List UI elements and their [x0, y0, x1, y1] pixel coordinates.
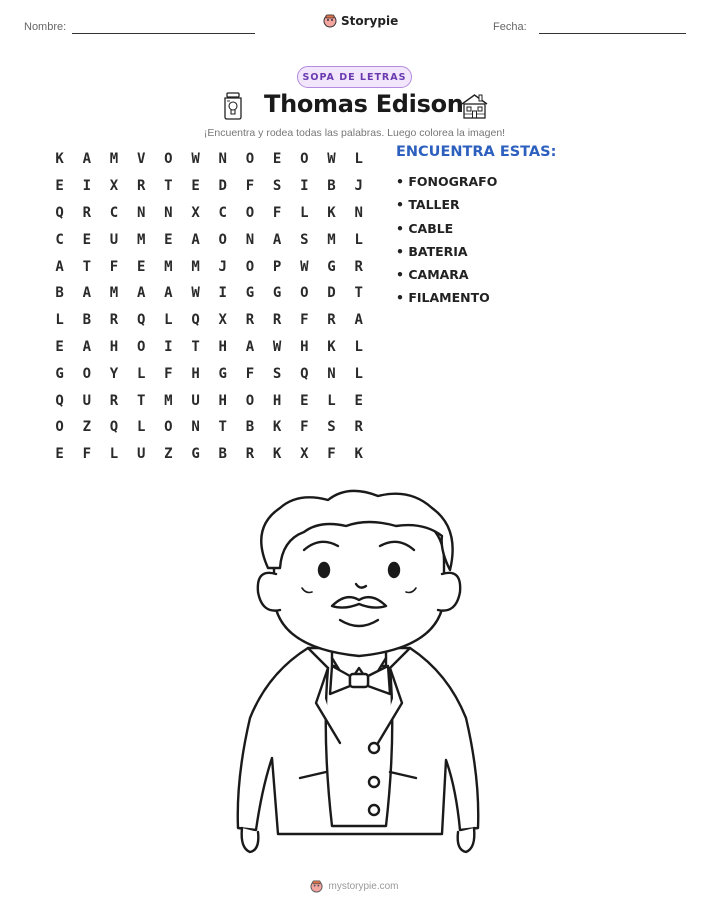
grid-cell[interactable]: A — [136, 285, 146, 302]
grid-cell[interactable]: X — [218, 312, 227, 329]
grid-cell[interactable]: M — [109, 151, 119, 168]
grid-cell[interactable]: M — [327, 231, 336, 248]
grid-cell[interactable]: G — [245, 285, 255, 302]
grid-cell[interactable]: O — [300, 285, 309, 302]
grid-cell[interactable]: E — [55, 178, 64, 195]
grid-cell[interactable]: H — [109, 338, 119, 355]
grid-cell[interactable]: C — [109, 204, 119, 221]
grid-cell[interactable]: O — [136, 338, 146, 355]
grid-cell[interactable]: E — [272, 151, 282, 168]
grid-cell[interactable]: G — [272, 285, 282, 302]
date-line[interactable] — [539, 33, 686, 34]
brand-logo — [323, 14, 398, 28]
grid-cell[interactable]: Q — [136, 312, 146, 329]
grid-cell[interactable]: W — [272, 338, 282, 355]
grid-cell[interactable]: K — [354, 446, 363, 463]
grid-cell[interactable]: P — [272, 258, 282, 275]
grid-cell[interactable]: F — [272, 204, 282, 221]
word-list-title: ENCUENTRA ESTAS: — [396, 144, 557, 160]
word-item: • FILAMENTO — [396, 290, 490, 306]
grid-cell[interactable]: B — [327, 178, 336, 195]
name-line[interactable] — [72, 33, 255, 34]
grid-cell[interactable]: O — [245, 204, 255, 221]
grid-cell[interactable]: L — [327, 392, 336, 409]
grid-cell[interactable]: L — [354, 231, 363, 248]
grid-cell[interactable]: G — [327, 258, 336, 275]
grid-cell[interactable]: H — [191, 365, 200, 382]
grid-cell[interactable]: A — [191, 231, 200, 248]
grid-cell[interactable]: M — [136, 231, 146, 248]
grid-cell[interactable]: A — [164, 285, 173, 302]
grid-cell[interactable]: N — [191, 419, 200, 436]
grid-cell[interactable]: S — [272, 178, 282, 195]
grid-cell[interactable]: R — [109, 392, 119, 409]
grid-cell[interactable]: Q — [55, 392, 64, 409]
grid-cell[interactable]: O — [55, 419, 64, 436]
grid-cell[interactable]: X — [109, 178, 119, 195]
grid-cell[interactable]: U — [82, 392, 91, 409]
grid-cell[interactable]: M — [164, 258, 173, 275]
grid-cell[interactable]: L — [354, 338, 363, 355]
grid-cell[interactable]: U — [191, 392, 200, 409]
grid-cell[interactable]: Z — [164, 446, 173, 463]
page-title: Thomas Edison — [264, 90, 464, 118]
grid-cell[interactable]: R — [82, 204, 91, 221]
grid-cell[interactable]: T — [354, 285, 363, 302]
grid-cell[interactable]: E — [55, 446, 64, 463]
grid-cell[interactable]: A — [82, 338, 91, 355]
grid-cell[interactable]: Z — [82, 419, 91, 436]
word-item: • CAMARA — [396, 267, 469, 283]
grid-cell[interactable]: O — [164, 419, 173, 436]
grid-cell[interactable]: V — [136, 151, 146, 168]
grid-cell[interactable]: B — [218, 446, 227, 463]
grid-cell[interactable]: O — [164, 151, 173, 168]
grid-cell[interactable]: L — [55, 312, 64, 329]
grid-cell[interactable]: O — [300, 151, 309, 168]
grid-cell[interactable]: L — [300, 204, 309, 221]
grid-cell[interactable]: M — [109, 285, 119, 302]
grid-cell[interactable]: S — [300, 231, 309, 248]
grid-cell[interactable]: M — [164, 392, 173, 409]
storypie-logo-icon — [323, 14, 337, 28]
grid-cell[interactable]: L — [354, 365, 363, 382]
grid-cell[interactable]: A — [82, 285, 91, 302]
grid-cell[interactable]: W — [191, 151, 200, 168]
grid-cell[interactable]: F — [245, 365, 255, 382]
grid-cell[interactable]: E — [354, 392, 363, 409]
grid-cell[interactable]: K — [327, 338, 336, 355]
grid-cell[interactable]: T — [218, 419, 227, 436]
grid-cell[interactable]: L — [164, 312, 173, 329]
grid-cell[interactable]: X — [191, 204, 200, 221]
brand-name: Storypie — [341, 14, 399, 28]
grid-cell[interactable]: M — [191, 258, 200, 275]
grid-cell[interactable]: O — [245, 258, 255, 275]
grid-cell[interactable]: W — [300, 258, 309, 275]
grid-cell[interactable]: L — [136, 419, 146, 436]
laboratory-building-icon — [460, 92, 489, 120]
grid-cell[interactable]: D — [218, 178, 227, 195]
grid-cell[interactable]: W — [327, 151, 336, 168]
grid-cell[interactable]: I — [300, 178, 309, 195]
grid-cell[interactable]: F — [327, 446, 336, 463]
instructions: ¡Encuentra y rodea todas las palabras. Luego colorea la imagen! — [203, 127, 506, 139]
grid-cell[interactable]: I — [82, 178, 91, 195]
grid-cell[interactable]: A — [272, 231, 282, 248]
activity-badge: SOPA DE LETRAS — [297, 66, 412, 88]
grid-cell[interactable]: Q — [109, 419, 119, 436]
grid-cell[interactable]: T — [82, 258, 91, 275]
grid-cell[interactable]: F — [300, 419, 309, 436]
grid-cell[interactable]: H — [218, 338, 227, 355]
grid-cell[interactable]: R — [136, 178, 146, 195]
grid-cell[interactable]: K — [327, 204, 336, 221]
storypie-logo-icon — [310, 880, 323, 893]
grid-cell[interactable]: N — [164, 204, 173, 221]
word-item: • CABLE — [396, 220, 454, 236]
grid-cell[interactable]: H — [218, 392, 227, 409]
grid-cell[interactable]: L — [109, 446, 119, 463]
grid-cell[interactable]: I — [164, 338, 173, 355]
grid-cell[interactable]: T — [136, 392, 146, 409]
grid-cell[interactable]: N — [245, 231, 255, 248]
grid-cell[interactable]: G — [55, 365, 64, 382]
grid-cell[interactable]: U — [109, 231, 119, 248]
grid-cell[interactable]: E — [300, 392, 309, 409]
grid-cell[interactable]: H — [272, 392, 282, 409]
grid-cell[interactable]: R — [272, 312, 282, 329]
grid-cell[interactable]: Y — [109, 365, 119, 382]
grid-cell[interactable]: D — [327, 285, 336, 302]
grid-cell[interactable]: O — [218, 231, 227, 248]
grid-cell[interactable]: R — [245, 312, 255, 329]
grid-cell[interactable]: R — [327, 312, 336, 329]
grid-cell[interactable]: A — [354, 312, 363, 329]
grid-cell[interactable]: R — [354, 258, 363, 275]
grid-cell[interactable]: F — [300, 312, 309, 329]
grid-cell[interactable]: L — [136, 365, 146, 382]
grid-cell[interactable]: F — [245, 178, 255, 195]
word-item: • BATERIA — [396, 243, 468, 259]
grid-cell[interactable]: X — [300, 446, 309, 463]
grid-cell[interactable]: K — [272, 419, 282, 436]
grid-cell[interactable]: C — [218, 204, 227, 221]
grid-cell[interactable]: O — [82, 365, 91, 382]
grid-cell[interactable]: W — [191, 285, 200, 302]
grid-cell[interactable]: N — [327, 365, 336, 382]
grid-cell[interactable]: E — [136, 258, 146, 275]
grid-cell[interactable]: R — [109, 312, 119, 329]
footer — [0, 880, 709, 893]
word-item: • TALLER — [396, 197, 460, 213]
name-label: Nombre: — [24, 21, 67, 33]
grid-cell[interactable]: N — [354, 204, 363, 221]
grid-cell[interactable]: F — [164, 365, 173, 382]
grid-cell[interactable]: G — [191, 446, 200, 463]
grid-cell[interactable]: A — [55, 258, 64, 275]
grid-cell[interactable]: R — [245, 446, 255, 463]
grid-cell[interactable]: Q — [300, 365, 309, 382]
grid-cell[interactable]: S — [272, 365, 282, 382]
grid-cell[interactable]: E — [82, 231, 91, 248]
date-label: Fecha: — [493, 21, 527, 33]
word-search-grid[interactable] — [46, 146, 371, 468]
grid-cell[interactable]: Q — [55, 204, 64, 221]
grid-cell[interactable]: O — [245, 151, 255, 168]
grid-cell[interactable]: N — [218, 151, 227, 168]
grid-cell[interactable]: B — [245, 419, 255, 436]
grid-cell[interactable]: S — [327, 419, 336, 436]
grid-cell[interactable]: K — [55, 151, 64, 168]
word-list — [396, 170, 497, 310]
grid-cell[interactable]: E — [191, 178, 200, 195]
grid-cell[interactable]: H — [300, 338, 309, 355]
grid-cell[interactable]: K — [272, 446, 282, 463]
grid-cell[interactable]: A — [82, 151, 91, 168]
grid-cell[interactable]: T — [164, 178, 173, 195]
footer-url[interactable]: mystorypie.com — [328, 881, 399, 892]
grid-cell[interactable]: F — [82, 446, 91, 463]
grid-cell[interactable]: B — [82, 312, 91, 329]
grid-cell[interactable]: C — [55, 231, 64, 248]
grid-cell[interactable]: G — [218, 365, 227, 382]
grid-cell[interactable]: I — [218, 285, 227, 302]
grid-cell[interactable]: N — [136, 204, 146, 221]
edison-portrait-illustration[interactable] — [228, 488, 488, 854]
grid-cell[interactable]: J — [354, 178, 363, 195]
grid-cell[interactable]: J — [218, 258, 227, 275]
word-item: • FONOGRAFO — [396, 174, 498, 189]
grid-cell[interactable]: L — [354, 151, 363, 168]
grid-cell[interactable]: U — [136, 446, 146, 463]
grid-cell[interactable]: R — [354, 419, 363, 436]
grid-cell[interactable]: Q — [191, 312, 200, 329]
grid-cell[interactable]: E — [55, 338, 64, 355]
grid-cell[interactable]: O — [245, 392, 255, 409]
lightbulb-jar-icon — [222, 91, 244, 121]
grid-cell[interactable]: T — [191, 338, 200, 355]
grid-cell[interactable]: B — [55, 285, 64, 302]
grid-cell[interactable]: E — [164, 231, 173, 248]
grid-cell[interactable]: A — [245, 338, 255, 355]
grid-cell[interactable]: F — [109, 258, 119, 275]
